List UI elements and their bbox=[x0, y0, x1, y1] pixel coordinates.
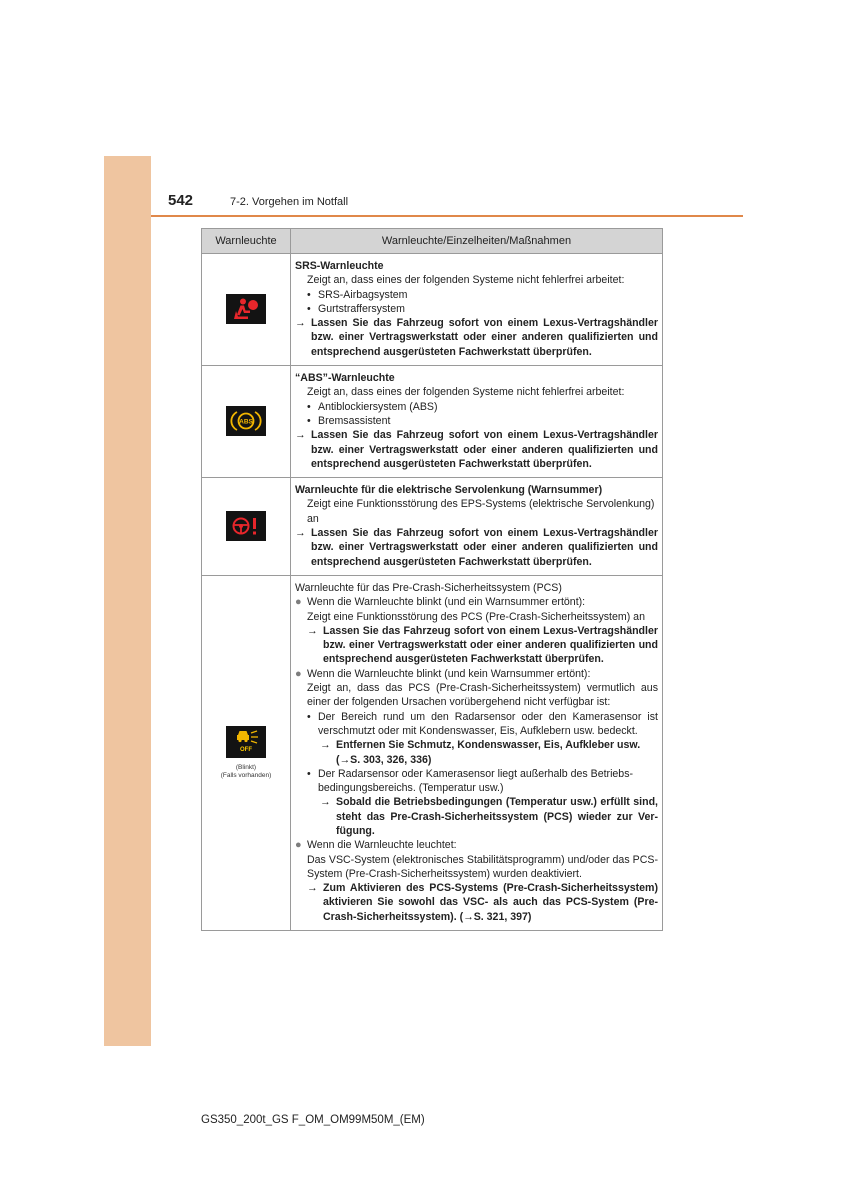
arrow-right-icon: → bbox=[295, 527, 306, 540]
row-intro: Zeigt an, dass eines der folgenden Systeme nicht fehlerfrei arbeitet: bbox=[307, 386, 625, 399]
side-color-band bbox=[104, 156, 151, 1046]
action-instruction: → Zum Aktivieren des PCS-Systems (Pre-Crash-Sicherheitssystem) aktivieren Sie sowohl das VSC- als auch das PCS-System (Pre-Crash-Sicherheitssystem). (→S. 321, 397) bbox=[307, 882, 658, 923]
case-text: Das VSC-System (elektronisches Stabilitätsprogramm) und/oder das PCS-System (Pre-Crash-Sicherheitssystem) wurden deaktiviert. bbox=[307, 853, 658, 880]
abs-warning-icon bbox=[226, 406, 266, 436]
arrow-right-icon: → bbox=[320, 796, 331, 809]
arrow-right-icon: → bbox=[295, 429, 306, 442]
action-instruction: → Lassen Sie das Fahrzeug sofort von einem Lexus-Vertragshändler bzw. einer Vertragswerkstatt oder einer anderen qualifizierten und entsprechend ausgerüsteten Fachwerkstatt überprüfen. bbox=[295, 527, 658, 568]
list-item: • Der Radarsensor oder Kamerasensor liegt außerhalb des Betriebsbedingungsbereichs. (Temperatur usw.) bbox=[307, 767, 634, 795]
svg-text:ABS: ABS bbox=[239, 418, 253, 426]
details-cell bbox=[291, 575, 663, 930]
column-header-details: Warnleuchte/Einzelheiten/Maßnahmen bbox=[291, 229, 663, 254]
case-text: Zeigt eine Funktionsstörung des PCS (Pre-Crash-Sicherheitssystem) an bbox=[307, 610, 645, 623]
table-row-abs bbox=[202, 366, 663, 478]
icon-note: (Blinkt) (Falls vorhanden) bbox=[220, 764, 272, 779]
details-cell bbox=[291, 366, 663, 478]
pcs-warning-icon bbox=[226, 726, 266, 758]
row-title: Warnleuchte für die elektrische Servolenkung (Warnsummer) bbox=[295, 484, 603, 497]
list-item: • Gurtstraffersystem bbox=[307, 302, 405, 315]
table-row-srs bbox=[202, 254, 663, 366]
icon-cell bbox=[202, 575, 291, 930]
column-header-icon: Warnleuchte bbox=[202, 229, 291, 254]
row-intro: Zeigt an, dass eines der folgenden Systeme nicht fehlerfrei arbeitet: bbox=[307, 274, 625, 287]
list-item: • Antiblockiersystem (ABS) bbox=[307, 400, 438, 413]
case-heading: ● Wenn die Warnleuchte blinkt (und ein Warnsummer ertönt): bbox=[295, 596, 586, 609]
warning-light-table bbox=[201, 228, 663, 931]
table-header-row bbox=[202, 229, 663, 254]
arrow-right-icon: → bbox=[307, 882, 318, 895]
list-item: • SRS-Airbagsystem bbox=[307, 288, 408, 301]
icon-cell bbox=[202, 254, 291, 366]
case-heading: ● Wenn die Warnleuchte leuchtet: bbox=[295, 839, 457, 852]
table-row-eps bbox=[202, 478, 663, 576]
row-title: Warnleuchte für das Pre-Crash-Sicherheitssystem (PCS) bbox=[295, 581, 562, 594]
off-label: OFF bbox=[240, 747, 252, 753]
section-title: 7-2. Vorgehen im Notfall bbox=[230, 196, 349, 208]
arrow-right-icon: → bbox=[307, 624, 318, 637]
document-code: GS350_200t_GS F_OM_OM99M50M_(EM) bbox=[201, 1114, 425, 1126]
list-item: • Bremsassistent bbox=[307, 414, 391, 427]
case-text: Zeigt an, dass das PCS (Pre-Crash-Sicherheitssystem) vermutlich aus einer der folgenden Ursachen vorübergehend nicht verfügbar ist: bbox=[307, 682, 658, 709]
table-row-pcs bbox=[202, 575, 663, 930]
header-rule bbox=[151, 215, 743, 217]
row-intro: Zeigt eine Funktionsstörung des EPS-Systems (elektrische Servolenkung) an bbox=[307, 498, 655, 525]
action-instruction: → Sobald die Betriebsbedingungen (Temperatur usw.) erfüllt sind, steht das Pre-Crash-Sicherheitssystem (PCS) wieder zur Verfügung. bbox=[320, 796, 658, 837]
bullet-dot-icon: ● bbox=[295, 839, 302, 852]
arrow-right-icon: → bbox=[295, 317, 306, 330]
arrow-right-icon: → bbox=[320, 739, 331, 752]
row-title: SRS-Warnleuchte bbox=[295, 260, 384, 272]
row-title: “ABS”-Warnleuchte bbox=[295, 372, 395, 385]
page-number: 542 bbox=[168, 192, 194, 209]
airbag-warning-icon bbox=[226, 294, 266, 324]
action-instruction: → Lassen Sie das Fahrzeug sofort von einem Lexus-Vertragshändler bzw. einer Vertragswerkstatt oder einer anderen qualifizierten und entsprechend ausgerüsteten Fachwerkstatt überprüfen. bbox=[295, 429, 658, 470]
bullet-dot-icon: ● bbox=[295, 596, 302, 609]
action-instruction: → Lassen Sie das Fahrzeug sofort von einem Lexus-Vertragshändler bzw. einer Vertragswerkstatt oder einer anderen qualifizierten und entsprechend ausgerüsteten Fachwerkstatt überprüfen. bbox=[307, 624, 658, 666]
details-cell bbox=[291, 478, 663, 576]
power-steering-warning-icon bbox=[226, 511, 266, 541]
action-instruction: → Lassen Sie das Fahrzeug sofort von einem Lexus-Vertragshändler bzw. einer Vertragswerkstatt oder einer anderen qualifizierten und entsprechend ausgerüsteten Fachwerkstatt überprüfen. bbox=[295, 317, 658, 358]
icon-cell bbox=[202, 366, 291, 478]
list-item: • Der Bereich rund um den Radarsensor oder den Kamerasensor ist verschmutzt oder mit Kondenswasser, Eis, Aufklebern usw. bedeckt. bbox=[307, 710, 658, 737]
action-instruction: → Entfernen Sie Schmutz, Kondenswasser, Eis, Aufkleber usw. (→S. 303, 326, 336) bbox=[320, 739, 641, 766]
icon-cell bbox=[202, 478, 291, 576]
details-cell bbox=[291, 254, 663, 366]
bullet-dot-icon: ● bbox=[295, 667, 302, 680]
case-heading: ● Wenn die Warnleuchte blinkt (und kein Warnsummer ertönt): bbox=[295, 667, 591, 680]
